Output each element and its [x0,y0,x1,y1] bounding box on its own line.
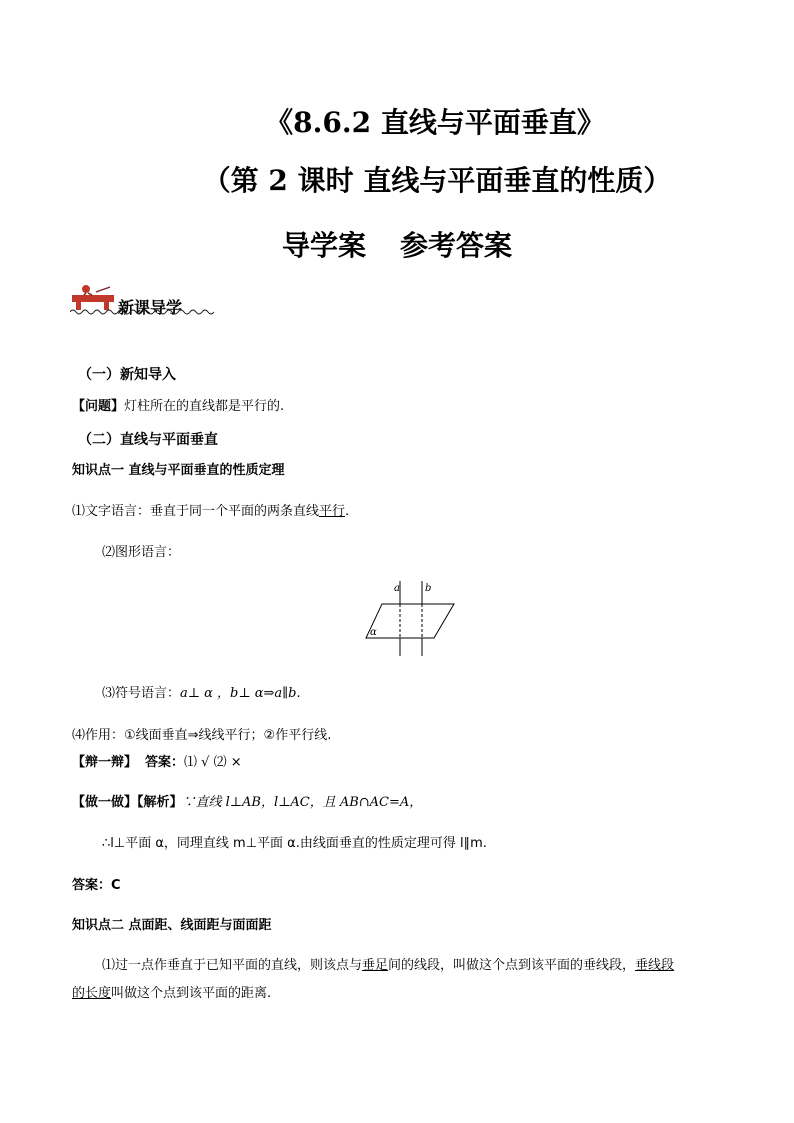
kp2-answer-perp: 垂线段 [635,958,675,973]
title-line-2: （第 2 课时 直线与平面垂直的性质） [202,164,672,197]
kp2-title: 知识点二 点面距、线面距与面面距 [72,918,272,933]
kp1-item-1-answer: 平行 [319,504,346,519]
kp1-item-1-suffix: . [345,504,350,519]
kp1-item-3-formula: a⊥ α ，b⊥ α⇒a∥b. [180,686,301,701]
kp2-item-1-line-1 [102,954,674,973]
kp2-text-f: 叫做这个点到该平面的距离. [111,986,272,1001]
kp1-item-3 [102,682,301,701]
kp2-item-1-line-2 [72,982,271,1001]
title-line-3 [0,224,794,264]
kp1-item-1 [72,500,349,519]
discuss-tag: 【辩一辩】 [72,755,138,770]
try-line-1-text: ∵直线 l⊥AB，l⊥AC，且 AB∩AC=A， [182,795,423,810]
banner-underline [70,308,218,316]
banner-label: 新课导学 [118,298,183,317]
title-answer-label: 参考答案 [400,229,513,262]
kp2-answer-length: 的长度 [72,986,112,1001]
figure-label-alpha: α [370,627,377,638]
kp2-text-c: 间的线段，叫做这个点到该平面的垂线段， [388,958,636,973]
plane-figure [362,578,462,662]
try-line-1 [72,791,422,810]
discuss-answer: ⑴ √ ⑵ × [184,755,242,770]
kp1-item-1-text: ⑴文字语言：垂直于同一个平面的两条直线 [72,504,320,519]
discuss-answer-label: 答案： [145,755,185,770]
figure-label-b: b [425,583,432,594]
kp1-item-4: ⑷作用：①线面垂直⇒线线平行；②作平行线. [72,728,332,743]
try-line-2: ∴l⊥平面 α，同理直线 m⊥平面 α.由线面垂直的性质定理可得 l∥m. [102,836,487,851]
question-tag: 【问题】 [72,399,125,414]
title-guide-label: 导学案 [281,229,366,262]
try-answer: 答案：C [72,878,121,893]
part2-heading: （二）直线与平面垂直 [78,432,218,448]
title-line-1: 《8.6.2 直线与平面垂直》 [265,106,605,139]
question-text: 灯柱所在的直线都是平行的. [124,399,285,414]
figure-label-a: a [394,583,400,594]
kp1-title: 知识点一 直线与平面垂直的性质定理 [72,463,285,478]
question-line [72,395,284,414]
kp1-item-3-label: ⑶符号语言： [102,686,181,701]
kp2-answer-foot: 垂足 [362,958,389,973]
try-tag: 【做一做】【解析】 [72,795,183,810]
part1-heading: （一）新知导入 [78,367,176,383]
kp2-text-a: ⑴过一点作垂直于已知平面的直线，则该点与 [102,958,363,973]
discuss-line [72,751,242,770]
kp1-item-2: ⑵图形语言： [102,545,181,560]
